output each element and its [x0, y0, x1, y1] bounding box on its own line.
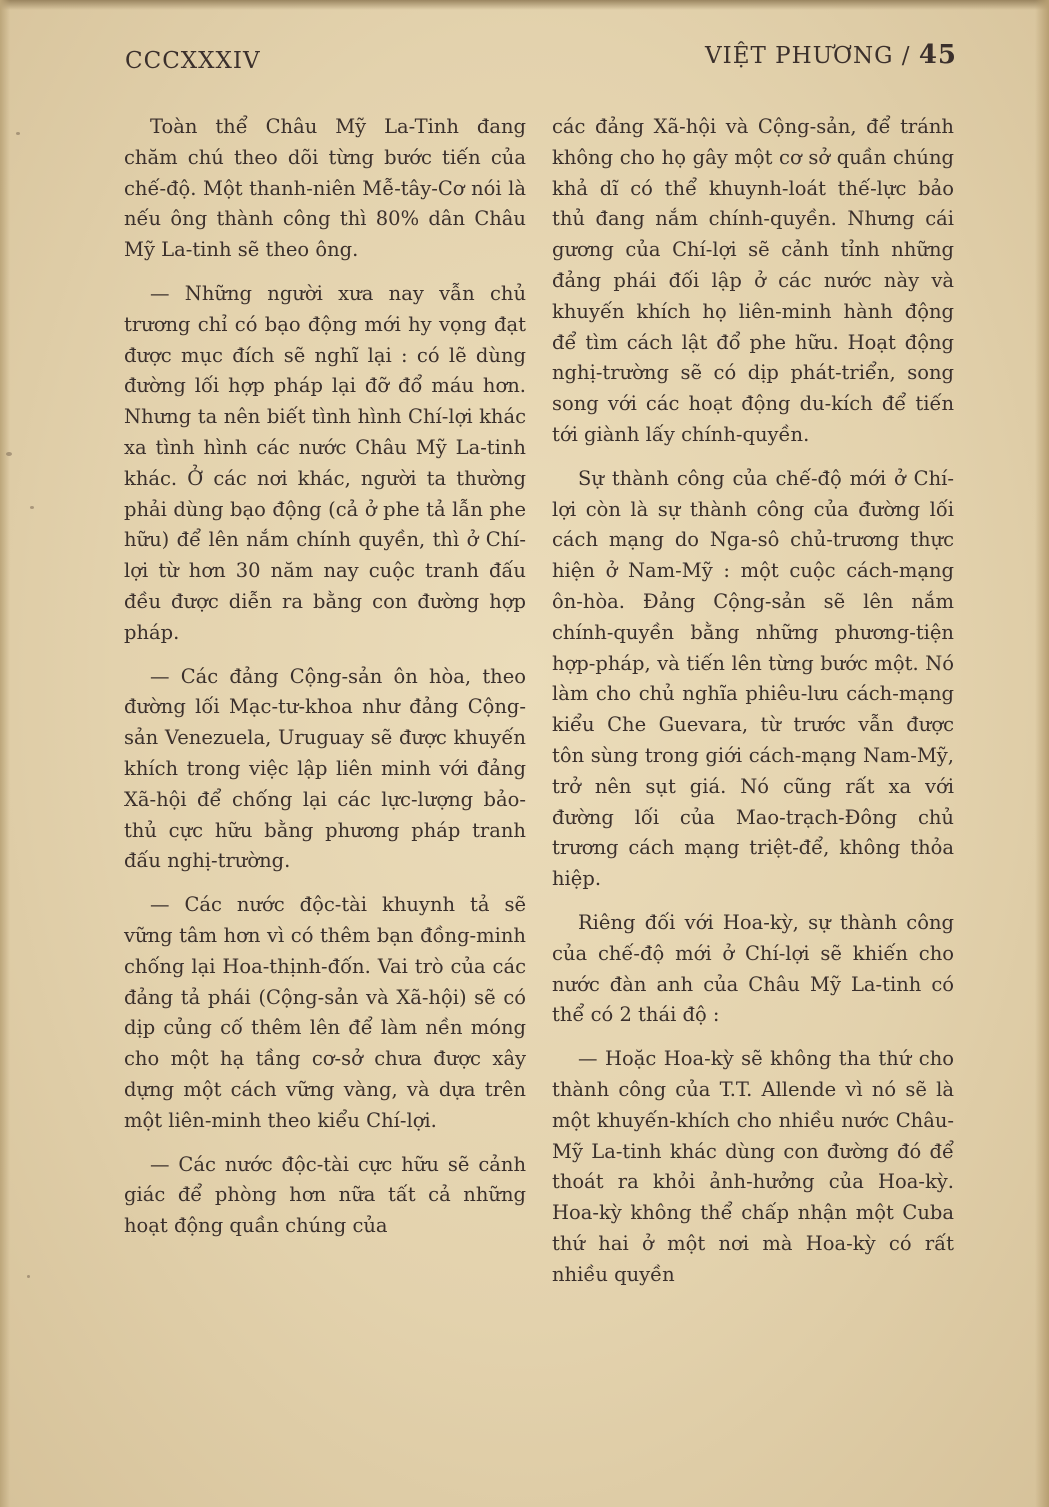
- paragraph: Riêng đối với Hoa-kỳ, sự thành công của chế-độ mới ở Chí-lợi sẽ khiến cho nước đàn anh của Châu Mỹ La-tinh có thể có 2 thái độ :: [552, 910, 954, 1027]
- author-name: VIỆT PHƯƠNG /: [705, 43, 911, 69]
- page-number: 45: [918, 40, 957, 70]
- page-edge-right: [1035, 0, 1049, 1507]
- paragraph: — Hoặc Hoa-kỳ sẽ không tha thứ cho thành công của T.T. Allende vì nó sẽ là một khuyến-khích cho nhiều nước Châu-Mỹ La-tinh khác dùng con đường đó để thoát ra khỏi ảnh-hưởng của Hoa-kỳ. Hoa-kỳ không thể chấp nhận một Cuba thứ hai ở một nơi mà Hoa-kỳ có rất nhiều quyền: [552, 1047, 954, 1286]
- paragraph: — Những người xưa nay vẫn chủ trương chỉ có bạo động mới hy vọng đạt được mục đích sẽ nghĩ lại : có lẽ dùng đường lối hợp pháp lại đỡ đổ máu hơn. Nhưng ta nên biết tình hình Chí-lợi khác xa tình hình các nước Châu Mỹ La-tinh khác. Ở các nơi khác, người ta thường phải dùng bạo động (cả ở phe tả lẫn phe hữu) để lên nắm chính quyền, thì ở Chí-lợi từ hơn 30 năm nay cuộc tranh đấu đều được diễn ra bằng con đường hợp pháp.: [124, 281, 526, 644]
- paragraph: — Các đảng Cộng-sản ôn hòa, theo đường lối Mạc-tư-khoa như đảng Cộng-sản Venezuela, Uruguay sẽ được khuyến khích trong việc lập liên minh với đảng Xã-hội để chống lại các lực-lượng bảo-thủ cực hữu bằng phương pháp tranh đấu nghị-trường.: [124, 664, 526, 873]
- running-header-author: [705, 40, 957, 70]
- paper-speck: [16, 132, 20, 135]
- running-header-roman-numeral: CCCXXXIV: [125, 48, 261, 74]
- left-column: [124, 112, 526, 1255]
- paper-speck: [27, 1275, 30, 1278]
- paragraph: — Các nước độc-tài khuynh tả sẽ vững tâm hơn vì có thêm bạn đồng-minh chống lại Hoa-thịnh-đốn. Vai trò của các đảng tả phái (Cộng-sản và Xã-hội) sẽ có dịp củng cố thêm lên để làm nền móng cho một hạ tầng cơ-sở chưa được xây dựng một cách vững vàng, và dựa trên một liên-minh theo kiểu Chí-lợi.: [124, 893, 526, 1132]
- paragraph: — Các nước độc-tài cực hữu sẽ cảnh giác để phòng hơn nữa tất cả những hoạt động quần chúng của: [124, 1152, 526, 1238]
- page-edge-top: [0, 0, 1049, 10]
- paragraph: Sự thành công của chế-độ mới ở Chí-lợi còn là sự thành công của đường lối cách mạng do Nga-sô chủ-trương thực hiện ở Nam-Mỹ : một cuộc cách-mạng ôn-hòa. Đảng Cộng-sản sẽ lên nắm chính-quyền bằng những phương-tiện hợp-pháp, và tiến lên từng bước một. Nó làm cho chủ nghĩa phiêu-lưu cách-mạng kiểu Che Guevara, từ trước vẫn được tôn sùng trong giới cách-mạng Nam-Mỹ, trở nên sụt giá. Nó cũng rất xa với đường lối của Mao-trạch-Đông chủ trương cách mạng triệt-để, không thỏa hiệp.: [552, 466, 954, 891]
- paper-speck: [30, 506, 34, 509]
- right-column: [552, 112, 954, 1303]
- page-edge-left: [0, 0, 10, 1507]
- paper-speck: [6, 452, 12, 456]
- paragraph: Toàn thể Châu Mỹ La-Tinh đang chăm chú theo dõi từng bước tiến của chế-độ. Một thanh-niên Mễ-tây-Cơ nói là nếu ông thành công thì 80% dân Châu Mỹ La-tinh sẽ theo ông.: [124, 115, 526, 262]
- paragraph-continued: các đảng Xã-hội và Cộng-sản, để tránh không cho họ gây một cơ sở quần chúng khả dĩ có thể khuynh-loát thế-lực bảo thủ đang nắm chính-quyền. Nhưng cái gương của Chí-lợi sẽ cảnh tỉnh những đảng phái đối lập ở các nước này và khuyến khích họ liên-minh hành động để tìm cách lật đổ phe hữu. Hoạt động nghị-trường sẽ có dịp phát-triển, song song với các hoạt động du-kích để tiến tới giành lấy chính-quyền.: [552, 115, 954, 446]
